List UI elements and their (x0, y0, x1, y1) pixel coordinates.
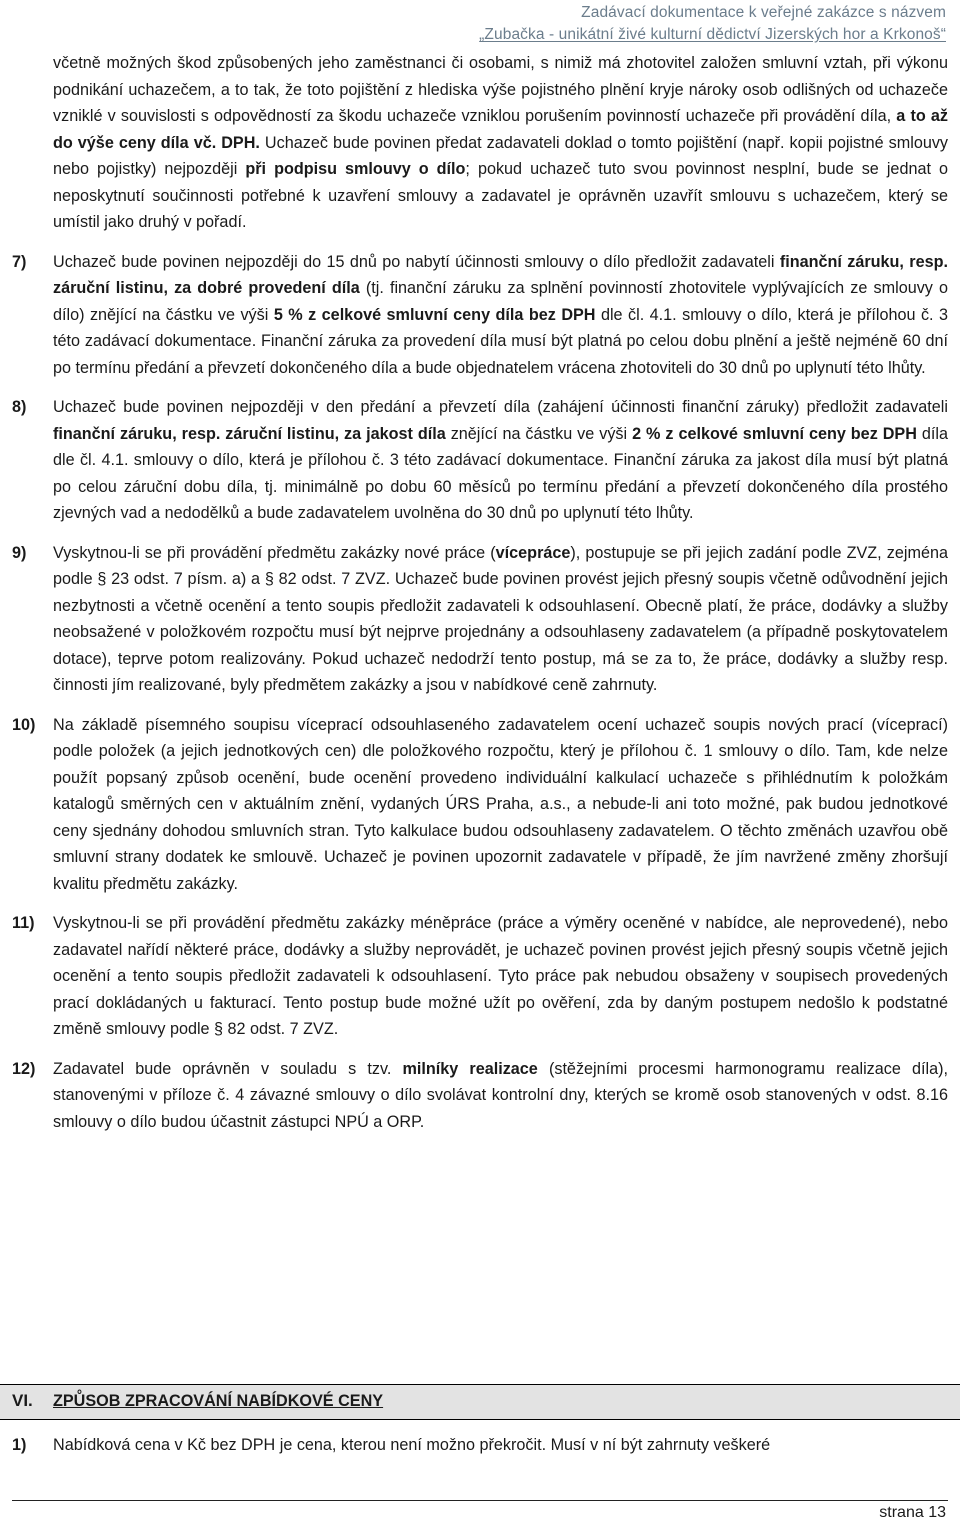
list-item-12 (12, 1056, 948, 1136)
section-title: ZPŮSOB ZPRACOVÁNÍ NABÍDKOVÉ CENY (53, 1392, 384, 1410)
item-number: 10) (12, 715, 36, 734)
item-text: Uchazeč bude povinen nejpozději v den předání a převzetí díla (zahájení účinnosti finanční záruky) předložit zadavateli finanční záruku, resp. záruční listinu, za jakost díla znějící na částku ve výši 2 % z celkové smluvní ceny bez DPH díla dle čl. 4.1. smlouvy o dílo, která je přílohou č. 3 této zadávací dokumentace. Finanční záruka za jakost díla musí být platná po celou záruční dobu díla, tj. minimálně po dobu 60 měsíců po termínu předání a převzetí dokončeného díla prostého zjevných vad a nedodělků a bude zadavatelem uvolněna do 30 dnů po uplynutí této lhůty. (53, 398, 948, 522)
item-number: 9) (12, 543, 27, 562)
section-number: VI. (12, 1391, 33, 1410)
item-text: Nabídková cena v Kč bez DPH je cena, kterou není možno překročit. Musí v ní být zahrnuty veškeré (53, 1436, 771, 1454)
page-header (479, 2, 946, 46)
footer-divider (12, 1500, 948, 1501)
continued-paragraph: včetně možných škod způsobených jeho zaměstnanci či osobami, s nimiž má zhotovitel založen smluvní vztah, při výkonu podnikání uchazečem, a to tak, že toto pojištění z hlediska výše pojistného plnění kryje nároky osob odlišných od uchazeče vzniklé v souvislosti s odpovědností za škodu uchazeče vzniklou porušením povinností uchazeče při provádění díla, a to až do výše ceny díla vč. DPH. Uchazeč bude povinen předat zadavateli doklad o tomto pojištění (např. kopii pojistné smlouvy nebo pojistky) nejpozději při podpisu smlouvy o dílo; pokud uchazeč tuto svou povinnost nesplní, bude se jednat o neposkytnutí součinnosti potřebné k uzavření smlouvy a zadavatel je oprávněn uzavřít smlouvu s uchazečem, který se umístil jako druhý v pořadí. (53, 54, 949, 231)
item-number: 11) (12, 914, 35, 932)
list-item-10 (12, 712, 948, 898)
item-text: Zadavatel bude oprávněn v souladu s tzv. milníky realizace (stěžejními procesmi harmonogramu realizace díla), stanovenými v příloze č. 4 závazné smlouvy o dílo svolávat kontrolní dny, kterých se kromě osob stanovených v odst. 8.16 smlouvy o dílo budou účastnit zástupci NPÚ a ORP. (53, 1059, 948, 1131)
item-number: 8) (12, 398, 27, 416)
item-number: 7) (12, 252, 27, 271)
item-text: Vyskytnou-li se při provádění předmětu zakázky méněpráce (práce a výměry oceněné v nabídce, ale neprovedené), nebo zadavatel nařídí některé práce, dodávky a služby neprovádět, je uchazeč povinen provést jejich přesný soupis včetně jejich ocenění a tento soupis předložit zadavateli k odsouhlasení. Tyto práce pak nebudou obsaženy v soupisech provedených prací dokládaných u fakturací. Tento postup bude možné užít po ověření, zda by daným postupem nedošlo k podstatné změně smlouvy podle § 82 odst. 7 ZVZ. (53, 914, 948, 1038)
list-item-7 (12, 249, 948, 382)
list-item-9 (12, 540, 948, 699)
page-content (12, 50, 948, 1135)
section-heading (0, 1384, 960, 1420)
list-item-11 (12, 910, 948, 1043)
page-number: strana 13 (879, 1504, 946, 1521)
list-item-8 (12, 394, 948, 527)
item-number: 1) (12, 1436, 27, 1454)
section-item-1 (12, 1432, 948, 1459)
item-text: Uchazeč bude povinen nejpozději do 15 dnů po nabytí účinnosti smlouvy o dílo předložit zadavateli finanční záruku, resp. záruční listinu, za dobré provedení díla (tj. finanční záruku za splnění povinností zhotovitele vyplývajících ze smlouvy o dílo) znějící na částku ve výši 5 % z celkové smluvní ceny díla bez DPH dle čl. 4.1. smlouvy o dílo, která je přílohou č. 3 této zadávací dokumentace. Finanční záruka za provedení díla musí být platná po celou dobu plnění a ještě nejméně 60 dní po termínu předání a převzetí dokončeného díla a bude objednatelem vrácena zhotoviteli do 30 dnů po uplynutí této lhůty. (53, 252, 949, 377)
header-line-1: Zadávací dokumentace k veřejné zakázce s názvem (581, 4, 946, 21)
item-number: 12) (12, 1059, 36, 1078)
item-text: Na základě písemného soupisu víceprací odsouhlaseného zadavatelem ocení uchazeč soupis nových prací (víceprací) podle položek (a jejich jednotkových cen) dle položkového rozpočtu, který je přílohou č. 1 smlouvy o dílo. Tam, kde nelze použít popsaný způsob ocenění, bude ocenění provedeno individuální kalkulací uchazeče s přihlédnutím k položkám katalogů směrných cen v aktuálním znění, vydaných ÚRS Praha, a.s., a nebude-li ani toto možné, pak budou jednotkové ceny sjednány dohodou smluvních stran. Tyto kalkulace budou odsouhlaseny zadavatelem. O těchto změnách uzavřou obě smluvní strany dodatek ke smlouvě. Uchazeč je povinen upozornit zadavatele v případě, že jím navržené změny zhoršují kvalitu předmětu zakázky. (53, 715, 948, 893)
item-text: Vyskytnou-li se při provádění předmětu zakázky nové práce (vícepráce), postupuje se při jejich zadání podle ZVZ, zejména podle § 23 odst. 7 písm. a) a § 82 odst. 7 ZVZ. Uchazeč bude povinen provést jejich přesný soupis včetně odůvodnění jejich nezbytnosti a včetně ocenění a tento soupis předložit zadavateli k odsouhlasení. Obecně platí, že práce, dodávky a služby neobsažené v položkovém rozpočtu musí být nejprve projednány a odsouhlaseny zadavatelem (a případně poskytovatelem dotace), teprve potom realizovány. Pokud uchazeč nedodrží tento postup, má se za to, že práce, dodávky a služby resp. činnosti jím realizované, byly předmětem zakázky a jsou v nabídkové ceně zahrnuty. (53, 543, 948, 694)
header-line-2: „Zubačka - unikátní živé kulturní dědictví Jizerských hor a Krkonoš“ (479, 26, 946, 43)
